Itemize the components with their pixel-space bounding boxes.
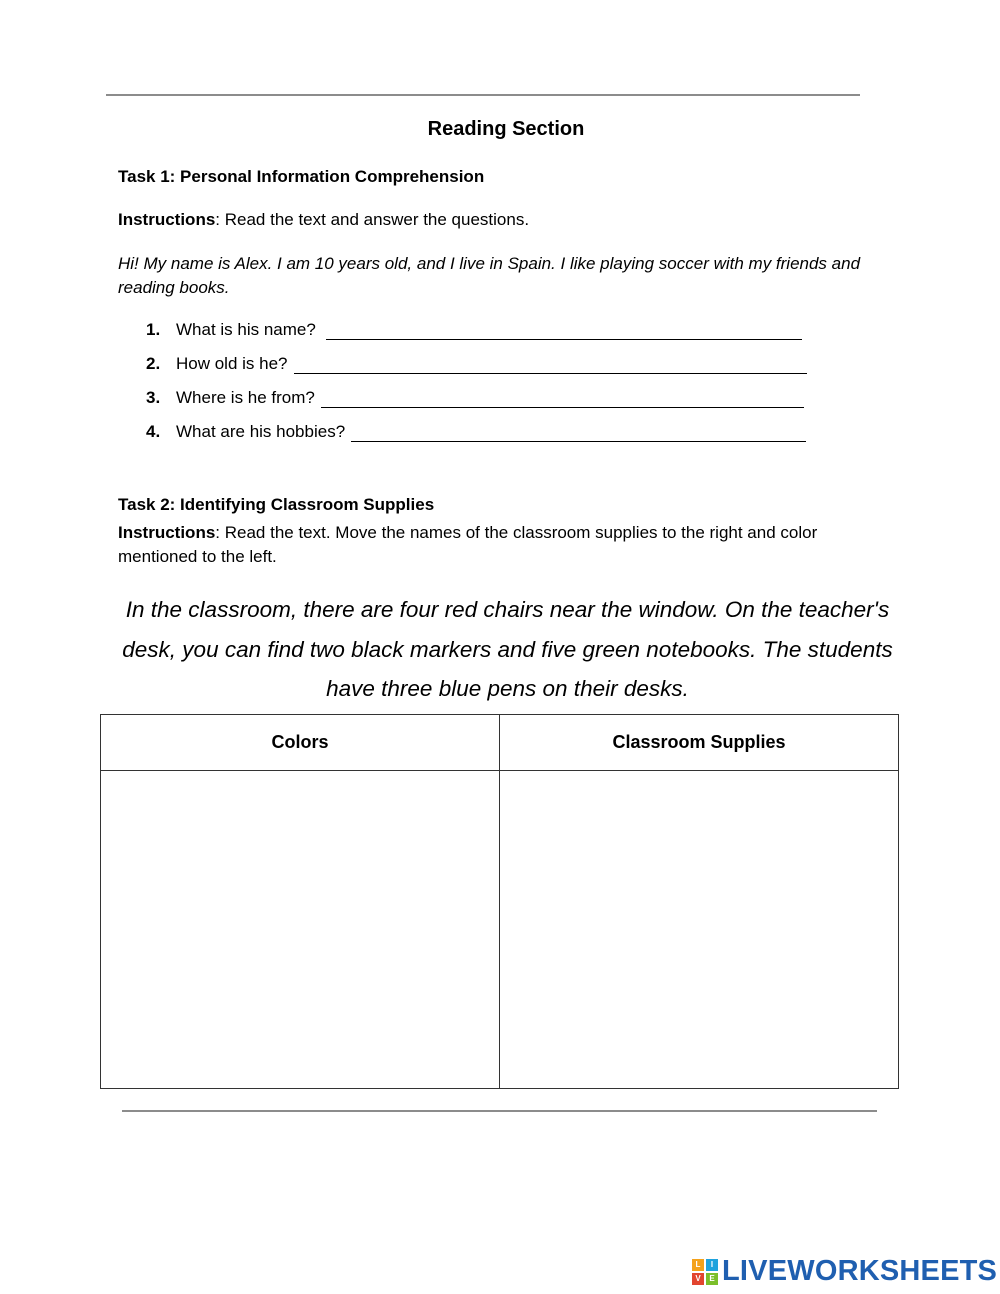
- question-item: [146, 388, 804, 408]
- task1-heading: Task 1: Personal Information Comprehension: [118, 167, 485, 186]
- question-number: 3.: [146, 388, 161, 407]
- task2-heading: Task 2: Identifying Classroom Supplies: [118, 495, 435, 514]
- answer-blank-hobbies[interactable]: [351, 427, 806, 442]
- sorting-table: [100, 714, 899, 1089]
- question-item: [146, 422, 806, 442]
- table-row: [101, 771, 899, 1089]
- table-header-row: [101, 715, 899, 771]
- logo-block-v: V: [692, 1273, 704, 1285]
- question-item: [146, 354, 807, 374]
- question-text: How old is he?: [176, 354, 288, 373]
- bottom-divider: [122, 1110, 877, 1112]
- task1-instructions-text: : Read the text and answer the questions.: [215, 210, 530, 229]
- question-item: [146, 320, 802, 340]
- question-text: Where is he from?: [176, 388, 315, 407]
- task1-story: Hi! My name is Alex. I am 10 years old, and I live in Spain. I like playing soccer with my friends and reading books.: [118, 254, 861, 297]
- question-text: What is his name?: [176, 320, 316, 339]
- task2-instructions-label: Instructions: [118, 523, 216, 542]
- supplies-column-header: Classroom Supplies: [500, 715, 899, 771]
- logo-block-i: I: [706, 1259, 718, 1271]
- answer-blank-name[interactable]: [326, 325, 802, 340]
- colors-column-header: Colors: [101, 715, 500, 771]
- task1-instructions: [118, 208, 878, 232]
- logo-text: LIVEWORKSHEETS: [722, 1255, 998, 1287]
- question-number: 4.: [146, 422, 161, 441]
- logo-block-e: E: [706, 1273, 718, 1285]
- question-number: 1.: [146, 320, 161, 339]
- answer-blank-age[interactable]: [294, 359, 807, 374]
- task2-story: In the classroom, there are four red chairs near the window. On the teacher's desk, you can find two black markers and five green notebooks. The students have three blue pens on their desks.: [122, 597, 893, 701]
- question-number: 2.: [146, 354, 161, 373]
- logo-icon: [692, 1259, 718, 1285]
- top-divider: [106, 94, 860, 96]
- supplies-drop-zone[interactable]: [500, 771, 899, 1089]
- task1-instructions-label: Instructions: [118, 210, 216, 229]
- task2-instructions: [118, 521, 878, 569]
- task2-instructions-text: : Read the text. Move the names of the classroom supplies to the right and color mentioned to the left.: [118, 523, 818, 566]
- answer-blank-origin[interactable]: [321, 393, 804, 408]
- page-title: Reading Section: [427, 118, 585, 140]
- question-text: What are his hobbies?: [176, 422, 346, 441]
- liveworksheets-logo: [692, 1255, 997, 1288]
- colors-drop-zone[interactable]: [101, 771, 500, 1089]
- logo-block-l: L: [692, 1259, 704, 1271]
